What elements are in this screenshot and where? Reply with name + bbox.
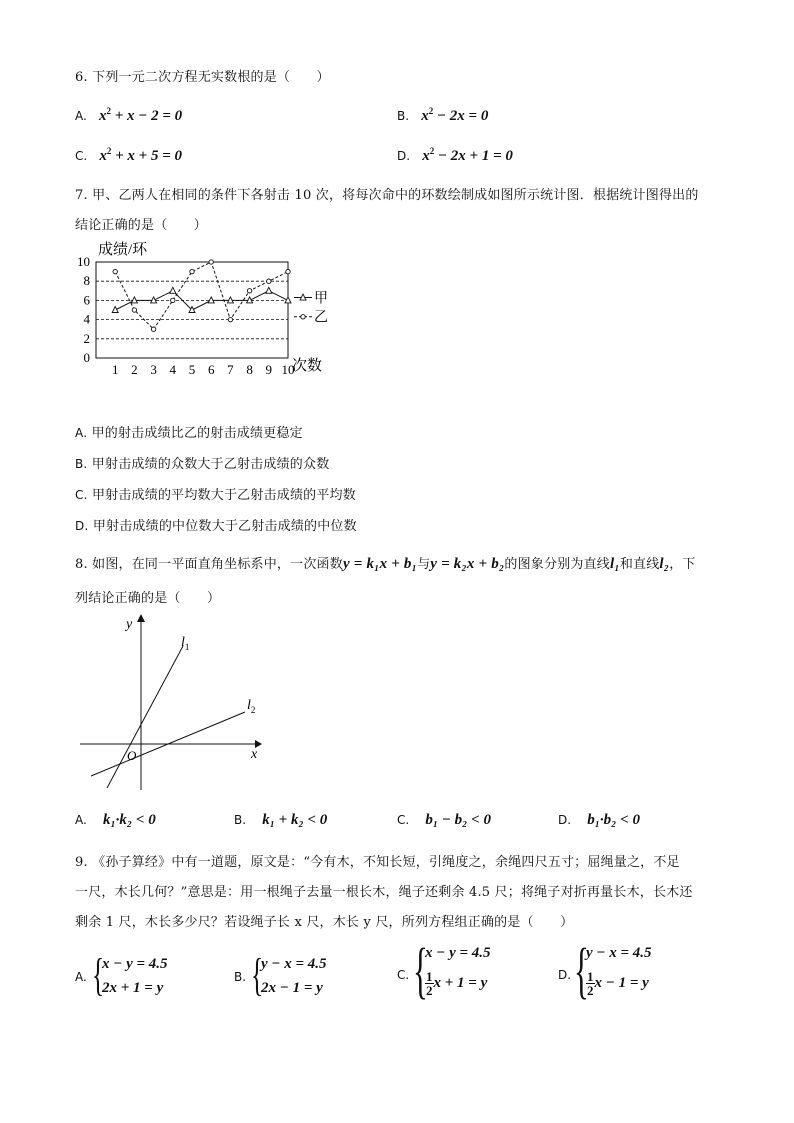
q6-option-c[interactable] xyxy=(75,146,182,165)
x-tick-label: 8 xyxy=(246,362,253,377)
q9-line1: 9. 《孙子算经》中有一道题，原文是：“今有木，不知长短，引绳度之，余绳四尺五寸；屈绳量之，不足 xyxy=(75,855,680,870)
x-tick-label: 9 xyxy=(265,362,273,377)
y-tick-label: 2 xyxy=(83,330,90,346)
system-eq1: y − x = 4.5 xyxy=(586,945,652,961)
circle-point xyxy=(209,260,213,264)
q8-stem-text: 8. 如图，在同一平面直角坐标系中，一次函数 xyxy=(75,557,343,572)
q9-option-b[interactable] xyxy=(234,949,384,1004)
q6-stem: 6. 下列一元二次方程无实数根的是（ ） xyxy=(75,70,330,85)
option-label: D. xyxy=(397,149,411,163)
q8-l2: l₂ xyxy=(659,556,670,572)
brace-icon: { xyxy=(251,949,264,1000)
y-tick-label: 4 xyxy=(83,311,90,327)
y-tick-label: 6 xyxy=(83,292,90,308)
option-expr: $x^2 + x + 5 = 0$ xyxy=(99,146,182,164)
option-label: C. xyxy=(75,488,88,502)
q7-option-a[interactable] xyxy=(75,422,303,441)
option-label: C. xyxy=(397,813,410,827)
system-eq2: $\frac{1}{2}$ x − 1 = y xyxy=(587,969,649,998)
system-eq2: 2x − 1 = y xyxy=(261,980,323,996)
y-axis-title: 成绩/环 xyxy=(98,242,148,258)
y-axis-arrow xyxy=(137,614,145,622)
circle-point xyxy=(286,269,290,273)
x-axis-title: 次数 xyxy=(292,358,323,374)
score-line-chart xyxy=(60,236,350,386)
circle-point xyxy=(113,269,117,273)
legend-marker-2 xyxy=(301,315,305,319)
l2-label xyxy=(247,698,255,715)
q8-option-c[interactable] xyxy=(397,812,491,829)
circle-point xyxy=(132,308,136,312)
option-label: D. xyxy=(75,519,89,533)
circle-point xyxy=(247,289,251,293)
option-text: 甲的射击成绩比乙的射击成绩更稳定 xyxy=(91,426,303,441)
system-eq1: x − y = 4.5 xyxy=(102,956,168,972)
q9-option-c[interactable] xyxy=(397,937,547,1008)
q6-option-a[interactable] xyxy=(75,106,182,125)
x-tick-label: 2 xyxy=(131,362,138,377)
l2-subscript: 2 xyxy=(250,705,256,715)
circle-point xyxy=(151,327,155,331)
triangle-point xyxy=(227,297,233,303)
option-text: 甲射击成绩的平均数大于乙射击成绩的平均数 xyxy=(91,488,356,503)
option-text: 甲射击成绩的众数大于乙射击成绩的众数 xyxy=(91,457,330,472)
x-tick-label: 7 xyxy=(227,362,234,377)
q8-option-a[interactable] xyxy=(75,812,156,829)
q8-coordinate-graph xyxy=(75,610,275,800)
q6-option-d[interactable] xyxy=(397,146,513,165)
q7-option-b[interactable] xyxy=(75,453,329,472)
option-label: D. xyxy=(558,968,572,982)
q9-option-d[interactable] xyxy=(558,937,708,1008)
q8-stem-text: 的图象分别为直线 xyxy=(504,557,610,572)
x-tick-label: 5 xyxy=(188,362,196,377)
triangle-point xyxy=(266,287,272,293)
x-tick-label: 10 xyxy=(281,362,295,377)
q9-line2: 一尺，木长几何？”意思是：用一根绳子去量一根长木，绳子还剩余 4.5 尺；将绳子对折再量长木，长木还 xyxy=(75,885,693,900)
q9-line3: 剩余 1 尺，木长多少尺？若设绳子长 x 尺，木长 y 尺，所列方程组正确的是（ ） xyxy=(75,915,574,930)
circle-point xyxy=(267,279,271,283)
brace-icon: { xyxy=(574,937,589,1005)
option-expr: k₁·k₂ < 0 xyxy=(102,812,156,828)
q8-l1: l₁ xyxy=(610,556,620,572)
option-expr: $x^2 - 2x + 1 = 0$ xyxy=(422,146,513,164)
triangle-point xyxy=(208,297,214,303)
option-label: A. xyxy=(75,109,87,123)
q8-stem-text: 与 xyxy=(417,557,431,572)
option-label: B. xyxy=(234,970,247,984)
x-tick-label: 6 xyxy=(207,362,215,377)
option-label: B. xyxy=(234,813,247,827)
option-label: B. xyxy=(75,457,88,471)
option-label: C. xyxy=(75,149,88,163)
brace-icon: { xyxy=(92,949,105,1000)
x-tick-label: 4 xyxy=(169,362,177,377)
option-expr: $x^2 - 2x = 0$ xyxy=(421,106,489,124)
system-eq2: $\frac{1}{2}$ x + 1 = y xyxy=(426,969,488,998)
q7-stem-line1: 7. 甲、乙两人在相同的条件下各射击 10 次，将每次命中的环数绘制成如图所示统计图．根据统计图得出的 xyxy=(75,188,699,203)
q8-stem-text: ，下 xyxy=(669,557,696,572)
q8-option-d[interactable] xyxy=(558,812,640,829)
origin-label: O xyxy=(127,748,137,763)
q8-eq1: y = k₁x + b₁ xyxy=(342,556,418,572)
l1-letter: l xyxy=(181,635,185,650)
x-axis-label: x xyxy=(251,747,258,762)
q7-option-d[interactable] xyxy=(75,515,357,534)
option-expr: b₁ − b₂ < 0 xyxy=(425,812,491,828)
y-tick-label: 10 xyxy=(77,254,90,269)
x-tick-label: 1 xyxy=(111,362,119,377)
system-eq2: 2x + 1 = y xyxy=(102,980,164,996)
circle-point xyxy=(190,269,194,273)
q8-stem-line2: 列结论正确的是（ ） xyxy=(75,591,221,606)
q9-option-a[interactable] xyxy=(75,949,225,1004)
legend-label-2: 乙 xyxy=(314,310,328,326)
y-tick-label: 0 xyxy=(83,350,90,365)
option-expr: b₁·b₂ < 0 xyxy=(587,812,640,828)
brace-icon: { xyxy=(413,937,428,1005)
y-tick-label: 8 xyxy=(83,273,90,289)
option-label: C. xyxy=(397,968,410,982)
q8-stem-line1 xyxy=(75,553,696,573)
option-expr: k₁ + k₂ < 0 xyxy=(262,812,328,828)
triangle-point xyxy=(170,287,176,293)
l1-label xyxy=(181,635,189,652)
q6-option-b[interactable] xyxy=(397,106,488,125)
legend-marker-1 xyxy=(300,294,306,300)
fraction: $\frac{1}{2}$ xyxy=(426,969,433,998)
x-tick-label: 3 xyxy=(150,362,157,377)
system-eq1: y − x = 4.5 xyxy=(261,956,327,972)
option-label: B. xyxy=(397,109,410,123)
y-axis-label: y xyxy=(126,617,133,632)
option-label: A. xyxy=(75,426,88,440)
option-expr: $x^2 + x - 2 = 0$ xyxy=(98,106,183,124)
option-label: D. xyxy=(558,813,572,827)
line-l1 xyxy=(107,646,183,788)
l2-letter: l xyxy=(247,698,251,713)
q7-stem-line2: 结论正确的是（ ） xyxy=(75,218,208,233)
q8-stem-text: 和直线 xyxy=(619,557,660,572)
fraction: $\frac{1}{2}$ xyxy=(587,969,594,998)
l1-subscript: 1 xyxy=(184,642,190,652)
option-label: A. xyxy=(75,970,87,984)
series-line-2 xyxy=(115,262,288,329)
circle-point xyxy=(228,317,232,321)
system-eq1: x − y = 4.5 xyxy=(425,945,491,961)
q7-option-c[interactable] xyxy=(75,484,356,503)
option-text: 甲射击成绩的中位数大于乙射击成绩的中位数 xyxy=(92,519,357,534)
q8-option-b[interactable] xyxy=(234,812,327,829)
circle-point xyxy=(171,298,175,302)
q8-eq2: y = k₂x + b₂ xyxy=(430,556,505,572)
triangle-point xyxy=(131,297,137,303)
legend-label-1: 甲 xyxy=(314,291,328,307)
option-label: A. xyxy=(75,813,87,827)
